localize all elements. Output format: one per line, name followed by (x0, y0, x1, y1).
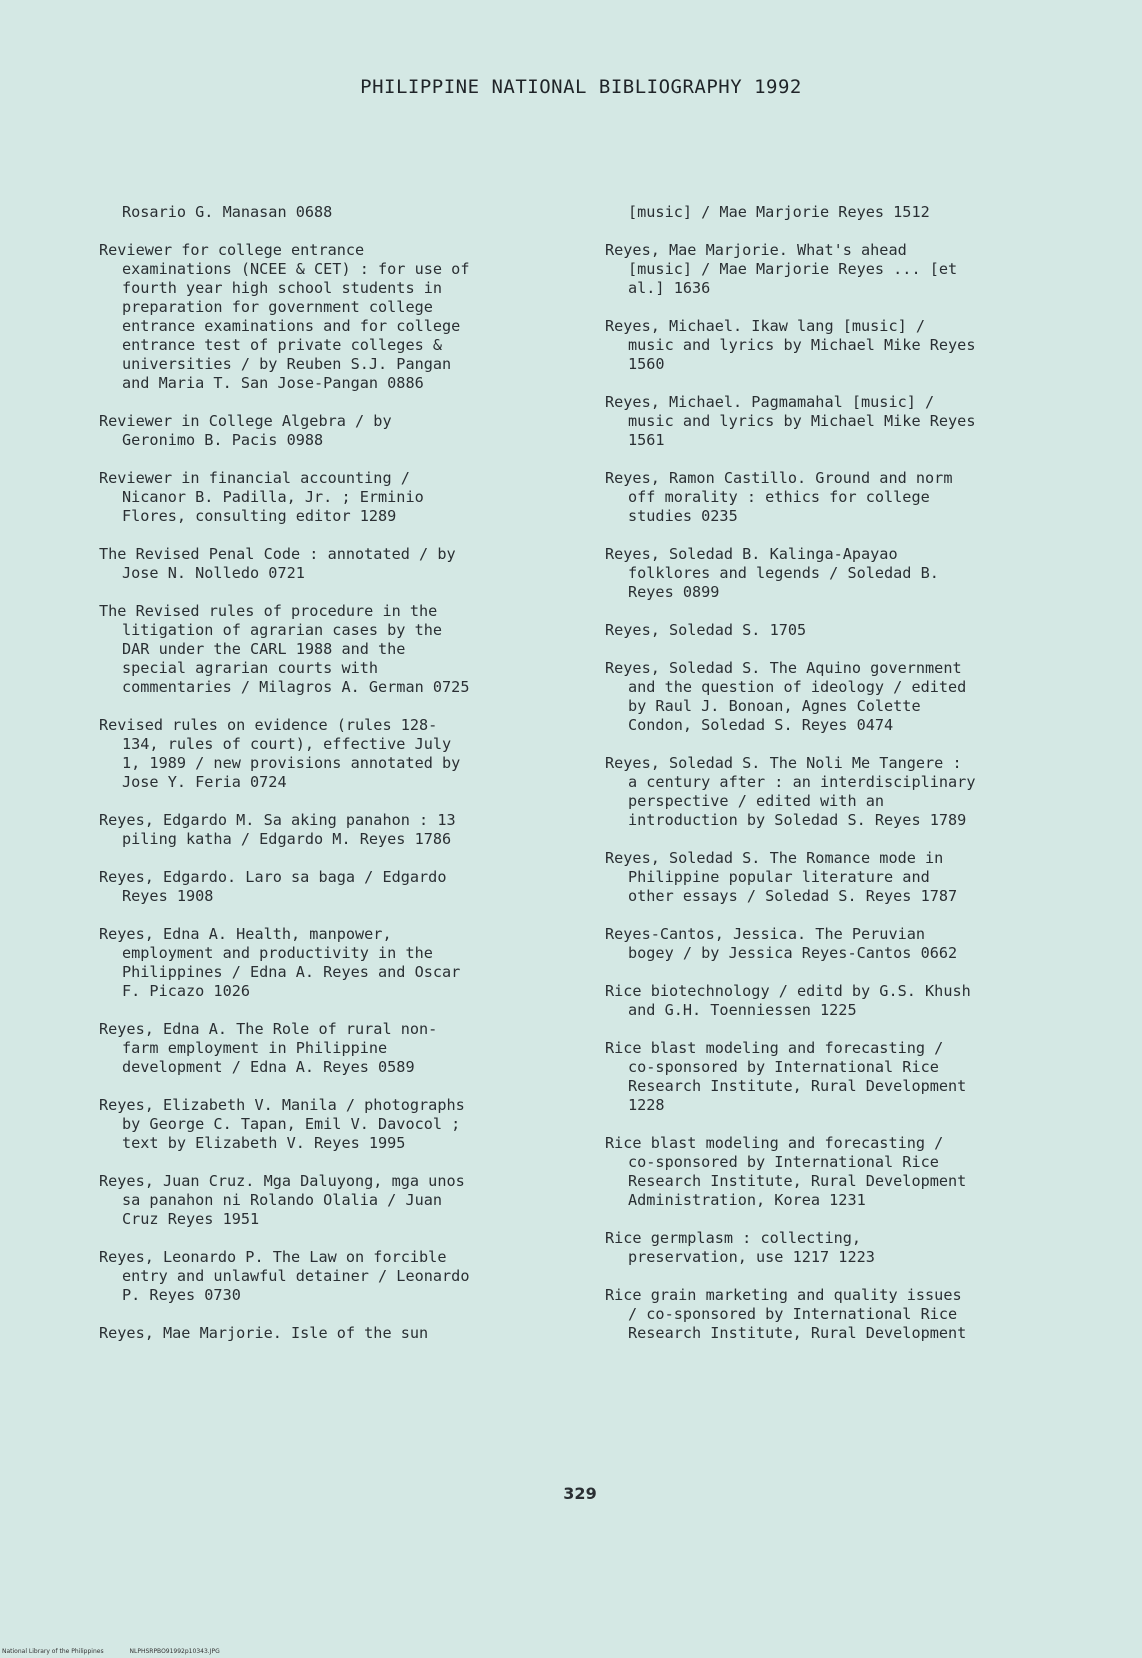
bibliography-entry: Rice blast modeling and forecasting / co-sponsored by International Rice Research Institute, Rural Development Administration, Korea 1231 (605, 1134, 967, 1209)
bibliography-entry: Rice grain marketing and quality issues / co-sponsored by International Rice Research Institute, Rural Development (605, 1286, 967, 1342)
scan-footer (2, 1648, 244, 1656)
bibliography-entry: Rice blast modeling and forecasting / co-sponsored by International Rice Research Institute, Rural Development 1228 (605, 1039, 967, 1114)
bibliography-entry: Reyes, Soledad S. 1705 (605, 621, 807, 639)
bibliography-entry: Reviewer for college entrance examinations (NCEE & CET) : for use of fourth year high school students in preparation for government college entrance examinations and for college entrance test of private colleges & universities / by Reuben S.J. Pangan and Maria T. San Jose-Pangan 0886 (99, 241, 470, 392)
bibliography-entry: Reyes, Soledad S. The Romance mode in Philippine popular literature and other essays / Soledad S. Reyes 1787 (605, 849, 958, 905)
bibliography-entry: Reviewer in financial accounting / Nicanor B. Padilla, Jr. ; Erminio Flores, consulting editor 1289 (99, 469, 424, 525)
bibliography-entry: The Revised rules of procedure in the litigation of agrarian cases by the DAR under the CARL 1988 and the special agrarian courts with commentaries / Milagros A. German 0725 (99, 602, 470, 696)
bibliography-entry: Reyes, Mae Marjorie. What's ahead [music] / Mae Marjorie Reyes ... [et al.] 1636 (605, 241, 958, 297)
bibliography-entry: Reviewer in College Algebra / by Geronimo B. Pacis 0988 (99, 412, 392, 449)
bibliography-entry: Reyes, Mae Marjorie. Isle of the sun (99, 1324, 429, 1342)
bibliography-entry: Reyes, Soledad S. The Aquino government and the question of ideology / edited by Raul J. Bonoan, Agnes Colette Condon, Soledad S. Reyes 0474 (605, 659, 967, 734)
bibliography-entry: Reyes, Edgardo M. Sa aking panahon : 13 piling katha / Edgardo M. Reyes 1786 (99, 811, 456, 848)
bibliography-entry: Reyes, Juan Cruz. Mga Daluyong, mga unos sa panahon ni Rolando Olalia / Juan Cruz Reyes 1951 (99, 1172, 465, 1228)
bibliography-entry: Reyes, Soledad S. The Noli Me Tangere : a century after : an interdisciplinary perspective / edited with an introduction by Soledad S. Reyes 1789 (605, 754, 976, 829)
page-title: PHILIPPINE NATIONAL BIBLIOGRAPHY 1992 (360, 76, 802, 98)
left-column (99, 203, 567, 1362)
bibliography-entry: Rice biotechnology / editd by G.S. Khush and G.H. Toenniessen 1225 (605, 982, 971, 1019)
bibliography-entry: Reyes-Cantos, Jessica. The Peruvian bogey / by Jessica Reyes-Cantos 0662 (605, 925, 958, 962)
bibliography-entry: Rosario G. Manasan 0688 (122, 203, 333, 221)
right-column (605, 203, 1075, 1362)
bibliography-entry: Reyes, Soledad B. Kalinga-Apayao folklores and legends / Soledad B. Reyes 0899 (605, 545, 939, 601)
bibliography-entry: Reyes, Edna A. The Role of rural non- farm employment in Philippine development / Edna A. Reyes 0589 (99, 1020, 438, 1076)
page-number: 329 (563, 1484, 597, 1503)
bibliography-entry: Reyes, Michael. Pagmamahal [music] / music and lyrics by Michael Mike Reyes 1561 (605, 393, 976, 449)
bibliography-entry: The Revised Penal Code : annotated / by Jose N. Nolledo 0721 (99, 545, 456, 582)
bibliography-entry: Reyes, Leonardo P. The Law on forcible entry and unlawful detainer / Leonardo P. Reyes 0730 (99, 1248, 470, 1304)
bibliography-entry: Reyes, Edgardo. Laro sa baga / Edgardo Reyes 1908 (99, 868, 447, 905)
bibliography-entry: Reyes, Ramon Castillo. Ground and norm off morality : ethics for college studies 0235 (605, 469, 953, 525)
bibliography-entry: Reyes, Edna A. Health, manpower, employment and productivity in the Philippines / Edna A. Reyes and Oscar F. Picazo 1026 (99, 925, 461, 1000)
bibliography-entry: [music] / Mae Marjorie Reyes 1512 (628, 203, 930, 221)
footer-filename: NLPHSRPBO91992p10343.JPG (129, 1648, 220, 1655)
bibliography-entry: Revised rules on evidence (rules 128- 134, rules of court), effective July 1, 1989 / new provisions annotated by Jose Y. Feria 0724 (99, 716, 461, 791)
footer-library: National Library of the Philippines (2, 1648, 104, 1655)
bibliography-entry: Reyes, Michael. Ikaw lang [music] / music and lyrics by Michael Mike Reyes 1560 (605, 317, 976, 373)
bibliography-entry: Reyes, Elizabeth V. Manila / photographs by George C. Tapan, Emil V. Davocol ; text by Elizabeth V. Reyes 1995 (99, 1096, 465, 1152)
bibliography-entry: Rice germplasm : collecting, preservation, use 1217 1223 (605, 1229, 875, 1266)
